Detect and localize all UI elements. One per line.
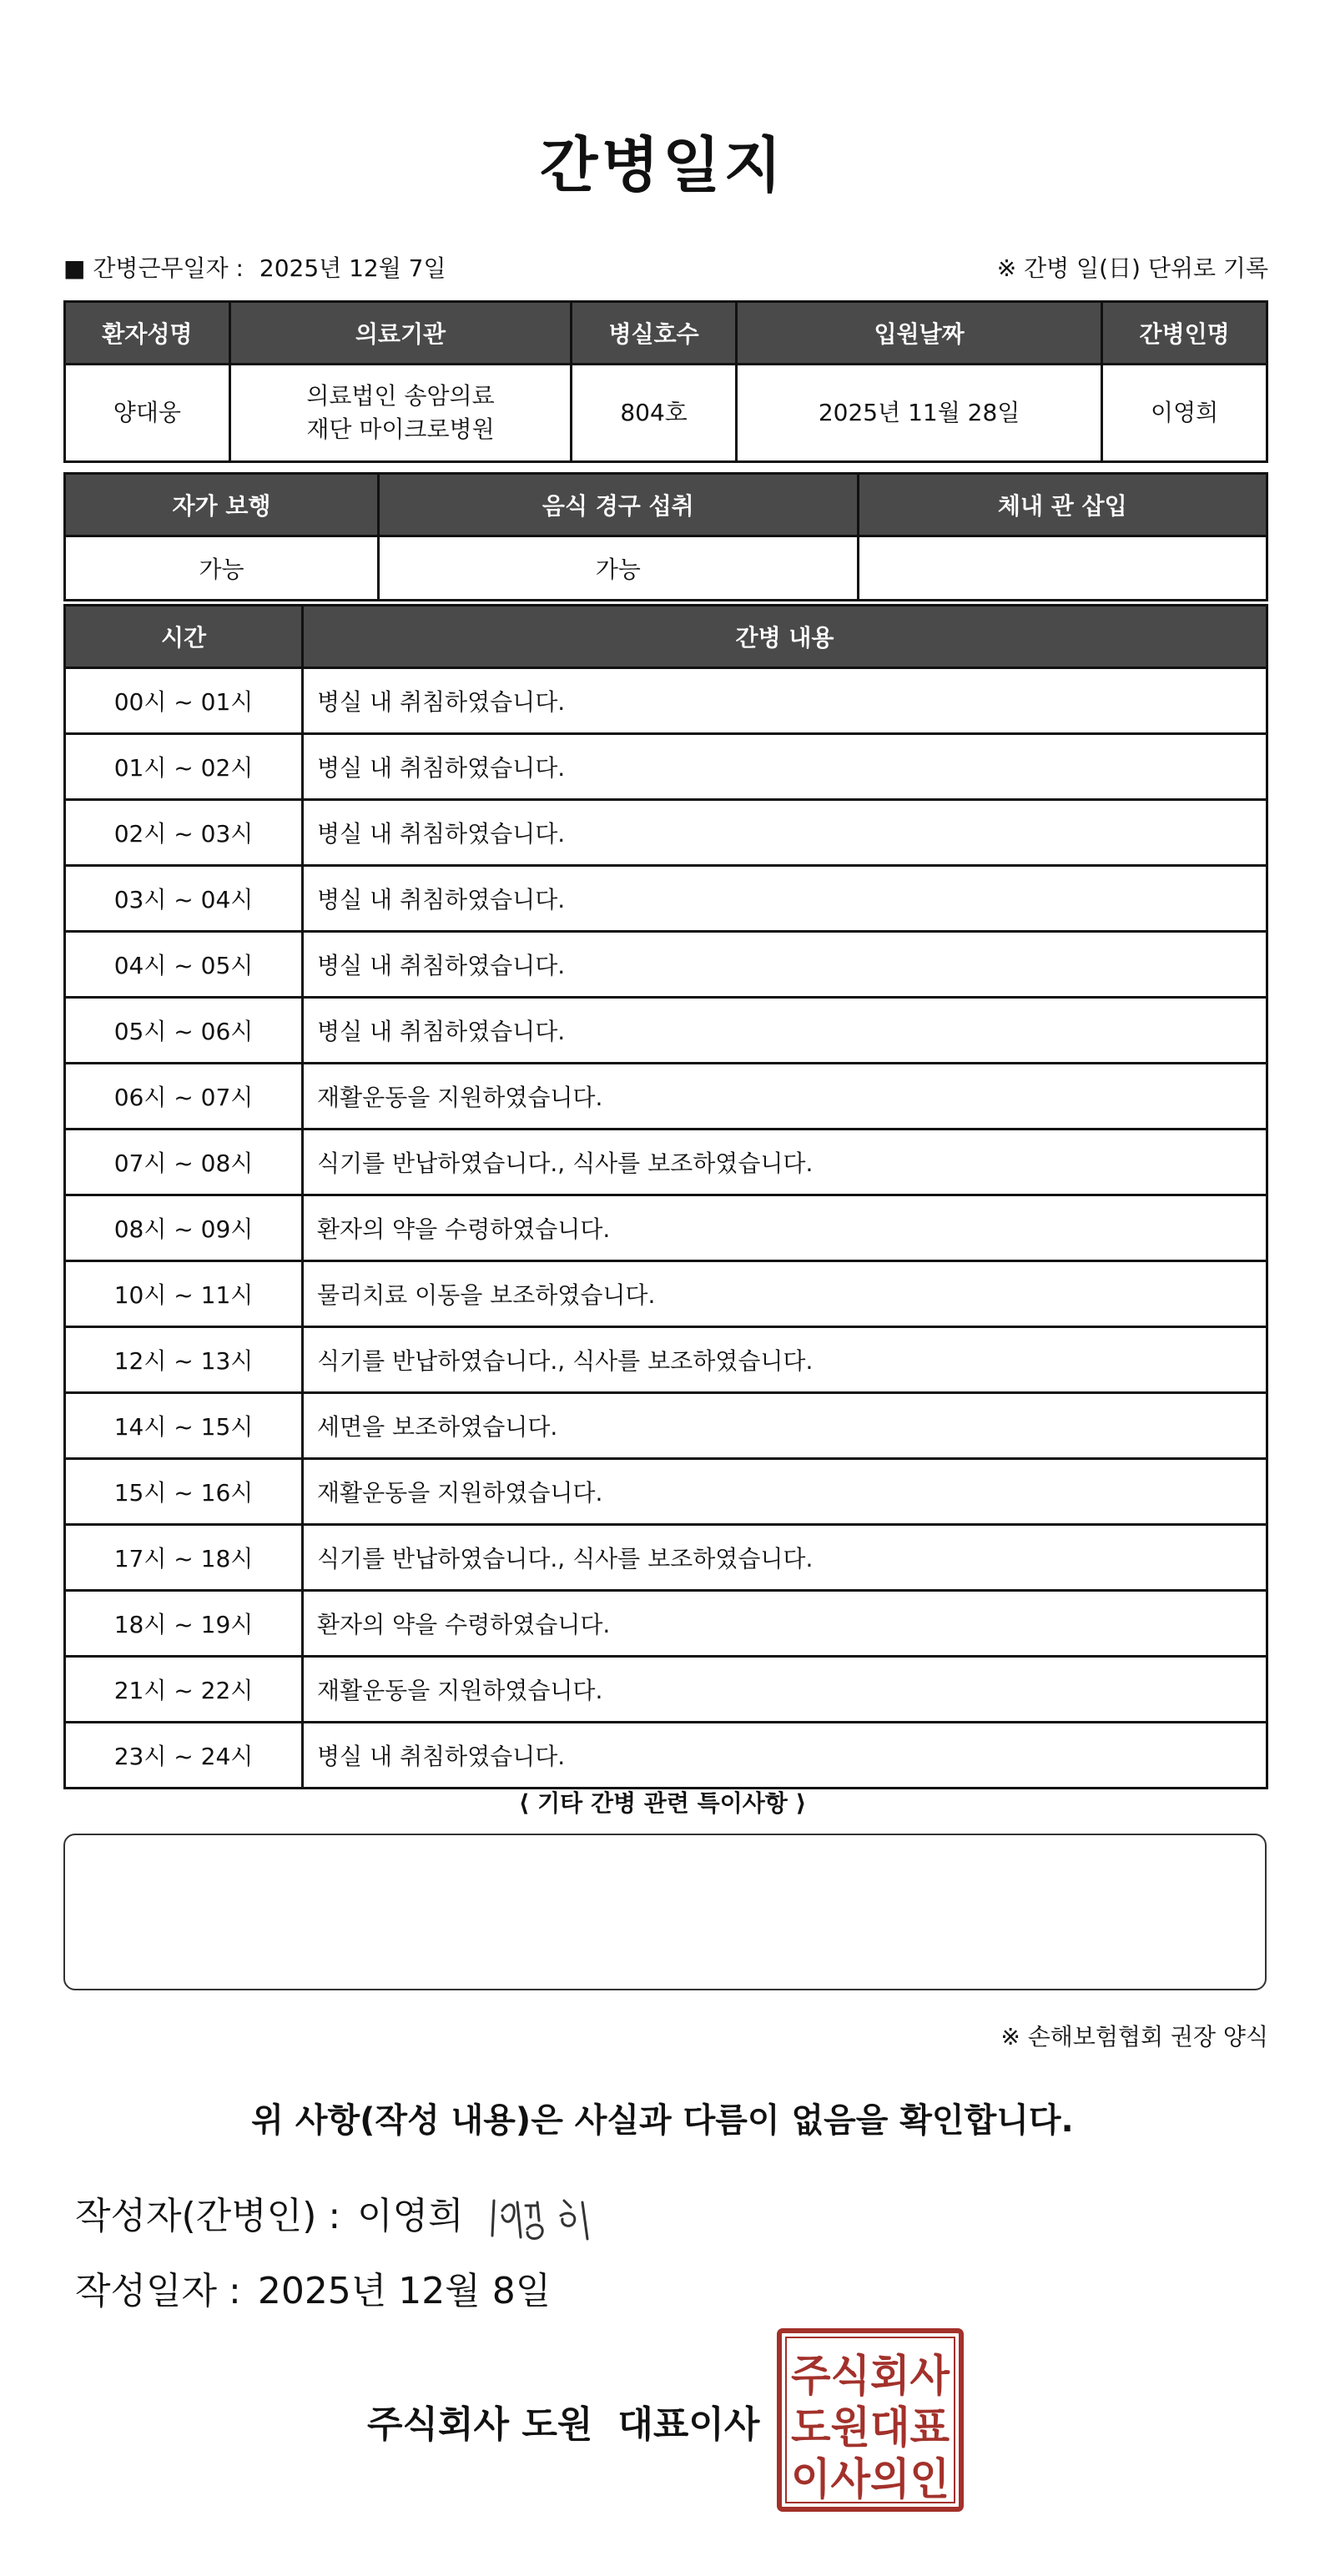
patient-info-table: [63, 300, 1268, 463]
table-row: [65, 800, 1267, 866]
row-content: 재활운동을 지원하였습니다.: [303, 1064, 1267, 1130]
row-time: 15시 ~ 16시: [65, 1459, 303, 1525]
write-date-line: [75, 2261, 551, 2314]
remarks-title: ⟨ 기타 간병 관련 특이사항 ⟩: [518, 1789, 807, 1817]
row-time: 23시 ~ 24시: [65, 1723, 303, 1789]
patient-name: 양대웅: [65, 365, 230, 462]
writer-label: 작성자(간병인) :: [75, 2195, 341, 2237]
row-content: 환자의 약을 수령하였습니다.: [303, 1195, 1267, 1261]
header-patient-name: 환자성명: [65, 302, 230, 365]
writer-line: [75, 2186, 464, 2239]
company-name: 주식회사 도원: [367, 2403, 593, 2446]
care-date-value: 2025년 12월 7일: [259, 254, 446, 282]
tube-insertion-value: [858, 536, 1267, 601]
row-content: 병실 내 취침하였습니다.: [303, 668, 1267, 734]
svg-text:이사의인: 이사의인: [791, 2455, 950, 2505]
row-content: 물리치료 이동을 보조하였습니다.: [303, 1261, 1267, 1327]
row-time: 00시 ~ 01시: [65, 668, 303, 734]
table-row: [65, 932, 1267, 998]
header-room: 병실호수: [572, 302, 737, 365]
hospital-name: [229, 365, 572, 462]
row-time: 07시 ~ 08시: [65, 1130, 303, 1195]
row-time: 04시 ~ 05시: [65, 932, 303, 998]
row-time: 08시 ~ 09시: [65, 1195, 303, 1261]
row-time: 02시 ~ 03시: [65, 800, 303, 866]
admission-date: 2025년 11월 28일: [736, 365, 1101, 462]
row-content: 병실 내 취침하였습니다.: [303, 734, 1267, 800]
recommend-note: ※ 손해보험협회 권장 양식: [1000, 2023, 1268, 2050]
svg-text:도원대표: 도원대표: [791, 2403, 950, 2453]
header-hospital: 의료기관: [229, 302, 572, 365]
table-row: [65, 734, 1267, 800]
write-date-label: 작성일자 :: [75, 2270, 241, 2312]
row-time: 06시 ~ 07시: [65, 1064, 303, 1130]
table-row: [65, 1393, 1267, 1459]
table-row: [65, 1064, 1267, 1130]
table-row: [65, 1459, 1267, 1525]
header-oral-intake: 음식 경구 섭취: [379, 474, 859, 536]
row-content: 병실 내 취침하였습니다.: [303, 1723, 1267, 1789]
row-content: 세면을 보조하였습니다.: [303, 1393, 1267, 1459]
header-self-walking: 자가 보행: [65, 474, 379, 536]
header-care-content: 간병 내용: [303, 606, 1267, 668]
table-row: [65, 998, 1267, 1064]
table-row: [65, 1195, 1267, 1261]
row-content: 식기를 반납하였습니다., 식사를 보조하였습니다.: [303, 1525, 1267, 1591]
hospital-name-line1: 의료법인 송암의료: [306, 382, 495, 410]
row-content: 식기를 반납하였습니다., 식사를 보조하였습니다.: [303, 1327, 1267, 1393]
patient-status-table: [63, 472, 1268, 601]
care-date-label: ■ 간병근무일자 :: [63, 254, 244, 282]
table-row: [65, 1657, 1267, 1723]
company-signature-line: [367, 2394, 759, 2448]
row-time: 14시 ~ 15시: [65, 1393, 303, 1459]
row-content: 식기를 반납하였습니다., 식사를 보조하였습니다.: [303, 1130, 1267, 1195]
self-walking-value: 가능: [65, 536, 379, 601]
row-content: 병실 내 취침하였습니다.: [303, 998, 1267, 1064]
row-time: 05시 ~ 06시: [65, 998, 303, 1064]
writer-name: 이영희: [357, 2195, 464, 2237]
record-unit-note: ※ 간병 일(日) 단위로 기록: [996, 254, 1268, 282]
write-date-value: 2025년 12월 8일: [257, 2270, 552, 2312]
row-content: 병실 내 취침하였습니다.: [303, 866, 1267, 932]
svg-text:주식회사: 주식회사: [791, 2352, 950, 2402]
company-role: 대표이사: [617, 2403, 760, 2446]
hospital-name-line2: 재단 마이크로병원: [306, 415, 495, 443]
row-content: 병실 내 취침하였습니다.: [303, 800, 1267, 866]
table-row: [65, 668, 1267, 734]
confirmation-statement: 위 사항(작성 내용)은 사실과 다름이 없음을 확인합니다.: [251, 2101, 1074, 2140]
row-time: 12시 ~ 13시: [65, 1327, 303, 1393]
row-time: 17시 ~ 18시: [65, 1525, 303, 1591]
handwritten-signature-icon: [484, 2177, 617, 2261]
row-time: 01시 ~ 02시: [65, 734, 303, 800]
header-time: 시간: [65, 606, 303, 668]
row-content: 재활운동을 지원하였습니다.: [303, 1657, 1267, 1723]
table-row: [65, 1723, 1267, 1789]
row-time: 10시 ~ 11시: [65, 1261, 303, 1327]
oral-intake-value: 가능: [379, 536, 859, 601]
room-number: 804호: [572, 365, 737, 462]
care-date: [63, 250, 446, 284]
table-row: [65, 1261, 1267, 1327]
table-row: [65, 866, 1267, 932]
care-log-table: [63, 604, 1268, 1789]
remarks-box: [63, 1834, 1267, 1990]
header-tube-insertion: 체내 관 삽입: [858, 474, 1267, 536]
row-time: 21시 ~ 22시: [65, 1657, 303, 1723]
table-row: [65, 1525, 1267, 1591]
table-row: [65, 1130, 1267, 1195]
row-time: 03시 ~ 04시: [65, 866, 303, 932]
row-content: 재활운동을 지원하였습니다.: [303, 1459, 1267, 1525]
row-content: 병실 내 취침하였습니다.: [303, 932, 1267, 998]
row-time: 18시 ~ 19시: [65, 1591, 303, 1657]
table-row: [65, 1591, 1267, 1657]
page-title: 간병일지: [539, 130, 786, 200]
company-seal-icon: [776, 2327, 965, 2513]
table-row: [65, 1327, 1267, 1393]
header-caregiver: 간병인명: [1102, 302, 1267, 365]
header-admission-date: 입원날짜: [736, 302, 1101, 365]
row-content: 환자의 약을 수령하였습니다.: [303, 1591, 1267, 1657]
caregiver-name: 이영희: [1102, 365, 1267, 462]
